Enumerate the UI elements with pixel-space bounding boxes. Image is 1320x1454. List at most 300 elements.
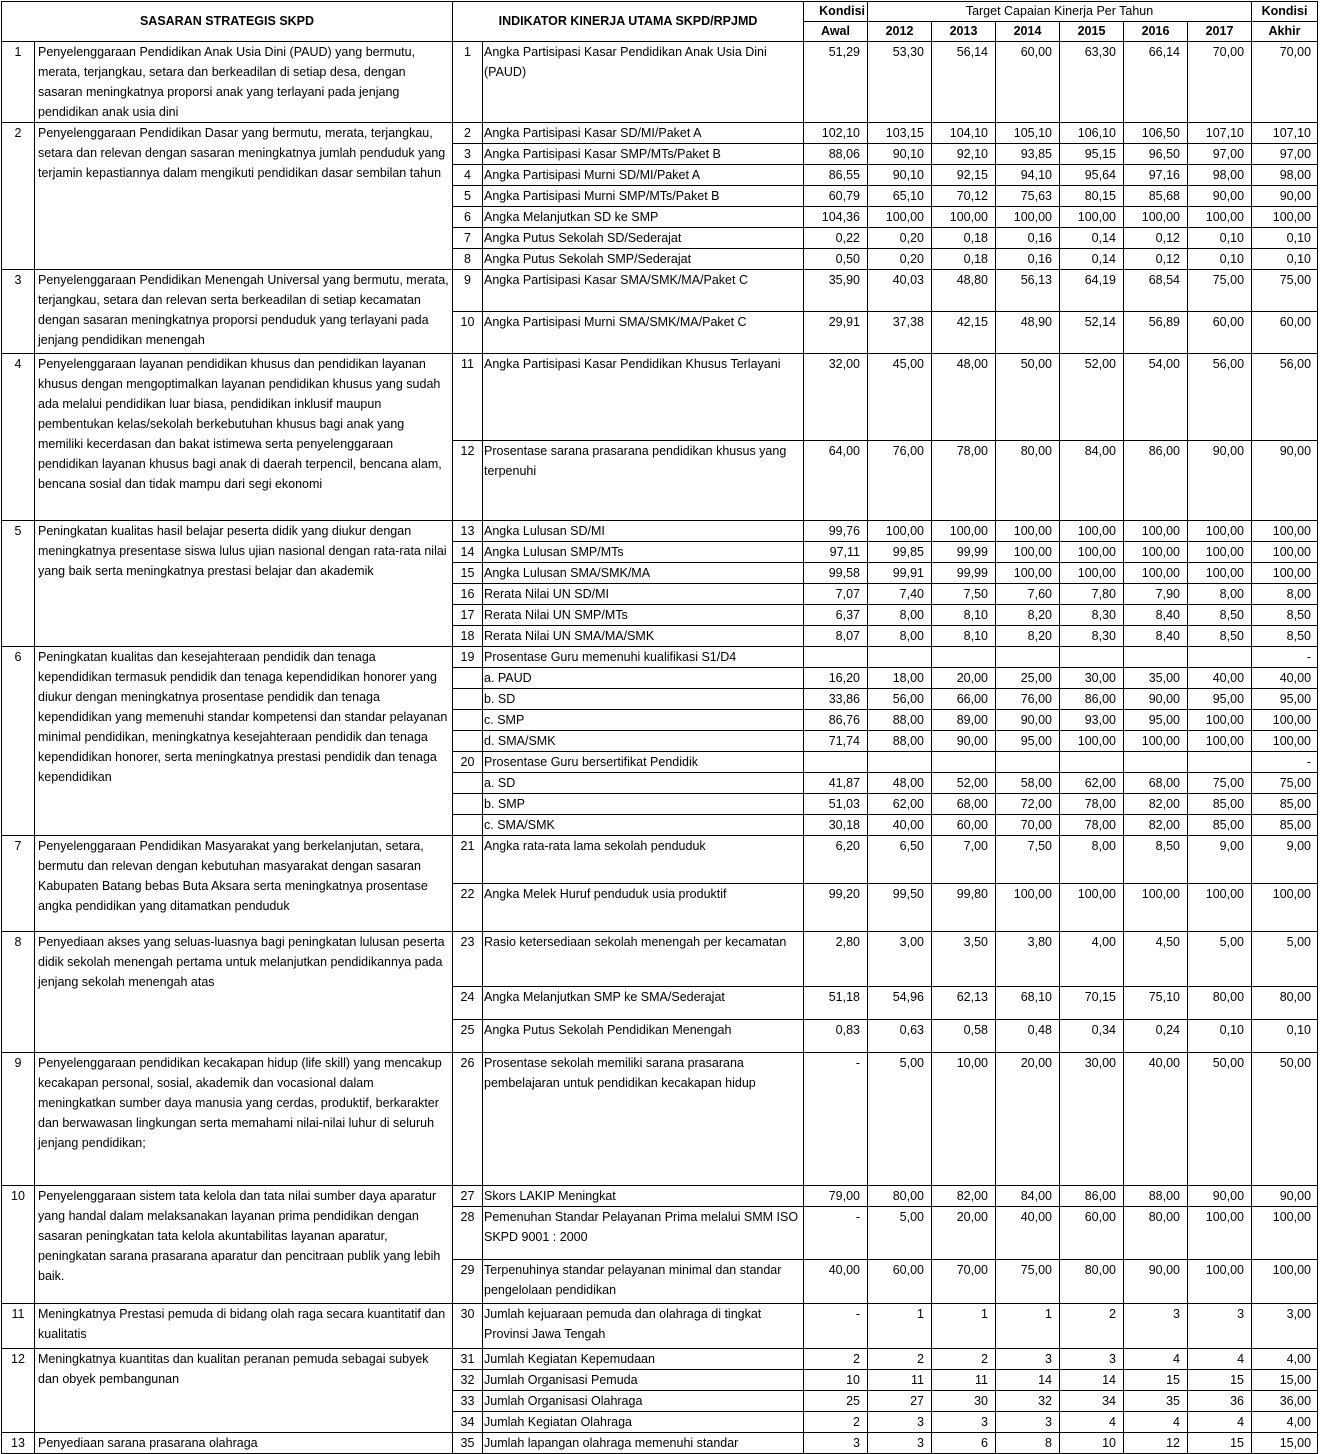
target-2012-value: 62,00 bbox=[868, 794, 932, 815]
target-2013-value: 56,14 bbox=[932, 42, 996, 123]
header-kondisi-awal-1: Kondisi bbox=[804, 2, 868, 22]
target-2016-value: 90,00 bbox=[1124, 1260, 1188, 1304]
indikator-number bbox=[453, 668, 483, 689]
indikator-number: 34 bbox=[453, 1412, 483, 1433]
target-2014-value: 80,00 bbox=[996, 441, 1060, 521]
header-kondisi-akhir-1: Kondisi bbox=[1252, 2, 1318, 22]
target-2015-value: 100,00 bbox=[1060, 884, 1124, 932]
target-2014-value: 105,10 bbox=[996, 123, 1060, 144]
kondisi-awal-value: 51,03 bbox=[804, 794, 868, 815]
sasaran-text: Penyelenggaraan Pendidikan Dasar yang bermutu, merata, terjangkau, setara dan relevan dengan sasaran meningkatnya jumlah penduduk yang terjamin kepastiannya dalam mengikuti pendidikan dasar sembilan tahun bbox=[35, 123, 453, 270]
target-2015-value: 0,14 bbox=[1060, 228, 1124, 249]
target-2014-value: 14 bbox=[996, 1370, 1060, 1391]
kondisi-akhir-value: 15,00 bbox=[1252, 1370, 1318, 1391]
target-2016-value: 3 bbox=[1124, 1304, 1188, 1349]
target-2015-value: 86,00 bbox=[1060, 1186, 1124, 1207]
indikator-number: 7 bbox=[453, 228, 483, 249]
header-year-2012: 2012 bbox=[868, 22, 932, 42]
target-2013-value: 7,50 bbox=[932, 584, 996, 605]
target-2012-value: 90,10 bbox=[868, 165, 932, 186]
kondisi-awal-value: 104,36 bbox=[804, 207, 868, 228]
target-2017-value: 8,50 bbox=[1188, 605, 1252, 626]
target-2015-value: 95,15 bbox=[1060, 144, 1124, 165]
header-indikator: INDIKATOR KINERJA UTAMA SKPD/RPJMD bbox=[453, 2, 804, 42]
target-2015-value: 30,00 bbox=[1060, 668, 1124, 689]
kondisi-awal-value: 71,74 bbox=[804, 731, 868, 752]
sasaran-number: 7 bbox=[2, 836, 35, 932]
target-2012-value: 48,00 bbox=[868, 773, 932, 794]
indikator-text: Rasio ketersediaan sekolah menengah per kecamatan bbox=[483, 932, 804, 987]
target-2017-value: 50,00 bbox=[1188, 1053, 1252, 1186]
target-2015-value: 4,00 bbox=[1060, 932, 1124, 987]
target-2015-value bbox=[1060, 647, 1124, 668]
target-2012-value: 0,20 bbox=[868, 228, 932, 249]
target-2016-value: 86,00 bbox=[1124, 441, 1188, 521]
target-2013-value: 92,10 bbox=[932, 144, 996, 165]
target-2017-value: 60,00 bbox=[1188, 312, 1252, 354]
target-2013-value: 3,50 bbox=[932, 932, 996, 987]
kondisi-akhir-value: 100,00 bbox=[1252, 563, 1318, 584]
target-2012-value: 100,00 bbox=[868, 207, 932, 228]
kondisi-akhir-value: 0,10 bbox=[1252, 249, 1318, 270]
target-2014-value: 70,00 bbox=[996, 815, 1060, 836]
indikator-number: 8 bbox=[453, 249, 483, 270]
target-2015-value: 78,00 bbox=[1060, 815, 1124, 836]
target-2014-value: 40,00 bbox=[996, 1207, 1060, 1260]
target-2017-value: 95,00 bbox=[1188, 689, 1252, 710]
target-2016-value: 100,00 bbox=[1124, 884, 1188, 932]
target-2015-value: 3 bbox=[1060, 1349, 1124, 1370]
target-2014-value: 94,10 bbox=[996, 165, 1060, 186]
target-2015-value: 100,00 bbox=[1060, 521, 1124, 542]
target-2012-value: 56,00 bbox=[868, 689, 932, 710]
header-year-2014: 2014 bbox=[996, 22, 1060, 42]
table-row bbox=[2, 1349, 1318, 1370]
kondisi-awal-value: 99,58 bbox=[804, 563, 868, 584]
target-2014-value: 48,90 bbox=[996, 312, 1060, 354]
header-target: Target Capaian Kinerja Per Tahun bbox=[868, 2, 1252, 22]
indikator-text: Rerata Nilai UN SMA/MA/SMK bbox=[483, 626, 804, 647]
target-2012-value: 0,20 bbox=[868, 249, 932, 270]
table-row bbox=[2, 1433, 1318, 1454]
target-2014-value: 100,00 bbox=[996, 521, 1060, 542]
indikator-text: Angka Putus Sekolah SMP/Sederajat bbox=[483, 249, 804, 270]
target-2014-value: 100,00 bbox=[996, 542, 1060, 563]
kondisi-awal-value: 6,20 bbox=[804, 836, 868, 884]
target-2013-value: 6 bbox=[932, 1433, 996, 1454]
target-2016-value: 8,40 bbox=[1124, 605, 1188, 626]
target-2017-value: 90,00 bbox=[1188, 1186, 1252, 1207]
indikator-number: 12 bbox=[453, 441, 483, 521]
target-2012-value: 54,96 bbox=[868, 987, 932, 1020]
target-2013-value: 99,99 bbox=[932, 542, 996, 563]
target-2013-value: 99,99 bbox=[932, 563, 996, 584]
target-2017-value: 9,00 bbox=[1188, 836, 1252, 884]
target-2017-value: 100,00 bbox=[1188, 710, 1252, 731]
target-2014-value bbox=[996, 647, 1060, 668]
indikator-text: Angka Melanjutkan SMP ke SMA/Sederajat bbox=[483, 987, 804, 1020]
indikator-text: a. SD bbox=[483, 773, 804, 794]
indikator-text: Jumlah Organisasi Pemuda bbox=[483, 1370, 804, 1391]
target-2012-value: 88,00 bbox=[868, 731, 932, 752]
target-2016-value: 100,00 bbox=[1124, 521, 1188, 542]
indikator-number: 30 bbox=[453, 1304, 483, 1349]
target-2013-value: 42,15 bbox=[932, 312, 996, 354]
kondisi-akhir-value: 70,00 bbox=[1252, 42, 1318, 123]
table-row bbox=[2, 1186, 1318, 1207]
indikator-text: c. SMA/SMK bbox=[483, 815, 804, 836]
kondisi-akhir-value: 100,00 bbox=[1252, 521, 1318, 542]
target-2013-value: 1 bbox=[932, 1304, 996, 1349]
table-row bbox=[2, 270, 1318, 312]
kondisi-akhir-value: - bbox=[1252, 752, 1318, 773]
indikator-number: 13 bbox=[453, 521, 483, 542]
target-2016-value: 56,89 bbox=[1124, 312, 1188, 354]
target-2016-value: 4 bbox=[1124, 1349, 1188, 1370]
indikator-number: 21 bbox=[453, 836, 483, 884]
indikator-text: Angka Partisipasi Kasar SMP/MTs/Paket B bbox=[483, 144, 804, 165]
target-2015-value: 52,00 bbox=[1060, 354, 1124, 441]
kondisi-awal-value: 2 bbox=[804, 1412, 868, 1433]
target-2017-value: 107,10 bbox=[1188, 123, 1252, 144]
target-2013-value: 48,80 bbox=[932, 270, 996, 312]
target-2017-value: 100,00 bbox=[1188, 563, 1252, 584]
header-year-2016: 2016 bbox=[1124, 22, 1188, 42]
target-2012-value: 60,00 bbox=[868, 1260, 932, 1304]
table-row bbox=[2, 647, 1318, 668]
kondisi-awal-value: 8,07 bbox=[804, 626, 868, 647]
target-2015-value: 106,10 bbox=[1060, 123, 1124, 144]
kondisi-akhir-value: 60,00 bbox=[1252, 312, 1318, 354]
target-2012-value: 2 bbox=[868, 1349, 932, 1370]
target-2014-value: 8,20 bbox=[996, 605, 1060, 626]
target-2017-value: 85,00 bbox=[1188, 794, 1252, 815]
target-2017-value: 100,00 bbox=[1188, 1207, 1252, 1260]
target-2016-value: 40,00 bbox=[1124, 1053, 1188, 1186]
indikator-number: 4 bbox=[453, 165, 483, 186]
target-2015-value: 100,00 bbox=[1060, 542, 1124, 563]
sasaran-text: Penyelenggaraan pendidikan kecakapan hidup (life skill) yang mencakup kecakapan personal, sosial, akademik dan vocasional dalam meningkatkan sumber daya manusia yang cerdas, produktif, berkarakter dan berwawasan lingkungan serta memahami nilai-nilai luhur di seluruh jenjang pendidikan; bbox=[35, 1053, 453, 1186]
kondisi-awal-value: 86,55 bbox=[804, 165, 868, 186]
target-2016-value bbox=[1124, 647, 1188, 668]
target-2013-value: 3 bbox=[932, 1412, 996, 1433]
sasaran-text: Penyelenggaraan Pendidikan Anak Usia Dini (PAUD) yang bermutu, merata, terjangkau, setara dan berkeadilan di setiap desa, dengan sasaran meningkatnya proporsi anak yang terlayani pada jenjang pendidikan anak usia dini bbox=[35, 42, 453, 123]
target-2016-value: 0,24 bbox=[1124, 1020, 1188, 1053]
indikator-number: 26 bbox=[453, 1053, 483, 1186]
target-2013-value: 82,00 bbox=[932, 1186, 996, 1207]
target-2012-value: 99,91 bbox=[868, 563, 932, 584]
target-2017-value: 75,00 bbox=[1188, 773, 1252, 794]
target-2012-value: 76,00 bbox=[868, 441, 932, 521]
table-row bbox=[2, 123, 1318, 144]
indikator-text: Rerata Nilai UN SD/MI bbox=[483, 584, 804, 605]
target-2013-value: 70,00 bbox=[932, 1260, 996, 1304]
target-2015-value: 0,14 bbox=[1060, 249, 1124, 270]
target-2016-value: 54,00 bbox=[1124, 354, 1188, 441]
kondisi-awal-value: 88,06 bbox=[804, 144, 868, 165]
indikator-text: Angka Melanjutkan SD ke SMP bbox=[483, 207, 804, 228]
indikator-number: 23 bbox=[453, 932, 483, 987]
target-2016-value: 68,00 bbox=[1124, 773, 1188, 794]
kondisi-awal-value: 6,37 bbox=[804, 605, 868, 626]
kondisi-awal-value: 41,87 bbox=[804, 773, 868, 794]
sasaran-number: 5 bbox=[2, 521, 35, 647]
table-row bbox=[2, 1304, 1318, 1349]
target-2016-value: 97,16 bbox=[1124, 165, 1188, 186]
sasaran-text: Peningkatan kualitas hasil belajar peserta didik yang diukur dengan meningkatnya presentase siswa lulus ujian nasional dengan rata-rata nilai yang baik serta meningkatnya prestasi belajar dan akademik bbox=[35, 521, 453, 647]
header-row-1 bbox=[2, 2, 1318, 22]
target-2013-value: 10,00 bbox=[932, 1053, 996, 1186]
sasaran-number: 13 bbox=[2, 1433, 35, 1454]
table-row bbox=[2, 42, 1318, 123]
target-2016-value: 82,00 bbox=[1124, 815, 1188, 836]
target-2014-value: 25,00 bbox=[996, 668, 1060, 689]
target-2012-value: 8,00 bbox=[868, 626, 932, 647]
target-2014-value: 84,00 bbox=[996, 1186, 1060, 1207]
kondisi-akhir-value: 50,00 bbox=[1252, 1053, 1318, 1186]
target-2017-value: 85,00 bbox=[1188, 815, 1252, 836]
target-2012-value: 3 bbox=[868, 1433, 932, 1454]
indikator-text: d. SMA/SMK bbox=[483, 731, 804, 752]
kondisi-akhir-value: 100,00 bbox=[1252, 884, 1318, 932]
target-2012-value: 5,00 bbox=[868, 1053, 932, 1186]
sasaran-number: 4 bbox=[2, 354, 35, 521]
kondisi-akhir-value: 107,10 bbox=[1252, 123, 1318, 144]
indikator-number: 24 bbox=[453, 987, 483, 1020]
target-2012-value: 90,10 bbox=[868, 144, 932, 165]
indikator-text: Prosentase Guru bersertifikat Pendidik bbox=[483, 752, 804, 773]
target-2017-value: 0,10 bbox=[1188, 249, 1252, 270]
indikator-number: 22 bbox=[453, 884, 483, 932]
target-2015-value: 30,00 bbox=[1060, 1053, 1124, 1186]
kondisi-akhir-value: 75,00 bbox=[1252, 270, 1318, 312]
kondisi-awal-value: 64,00 bbox=[804, 441, 868, 521]
target-2014-value: 75,63 bbox=[996, 186, 1060, 207]
indikator-text: Jumlah lapangan olahraga memenuhi standar bbox=[483, 1433, 804, 1454]
target-2017-value: 98,00 bbox=[1188, 165, 1252, 186]
target-2014-value: 56,13 bbox=[996, 270, 1060, 312]
indikator-number: 35 bbox=[453, 1433, 483, 1454]
indikator-text: Angka Putus Sekolah SD/Sederajat bbox=[483, 228, 804, 249]
indikator-number: 1 bbox=[453, 42, 483, 123]
target-2013-value: 20,00 bbox=[932, 668, 996, 689]
sasaran-number: 8 bbox=[2, 932, 35, 1053]
indikator-text: b. SMP bbox=[483, 794, 804, 815]
target-2012-value: 45,00 bbox=[868, 354, 932, 441]
indikator-text: Rerata Nilai UN SMP/MTs bbox=[483, 605, 804, 626]
kondisi-awal-value: 29,91 bbox=[804, 312, 868, 354]
target-2012-value: 7,40 bbox=[868, 584, 932, 605]
target-2013-value: 92,15 bbox=[932, 165, 996, 186]
target-2017-value: 75,00 bbox=[1188, 270, 1252, 312]
kondisi-akhir-value: 90,00 bbox=[1252, 186, 1318, 207]
indikator-number: 11 bbox=[453, 354, 483, 441]
target-2016-value: 12 bbox=[1124, 1433, 1188, 1454]
indikator-number: 15 bbox=[453, 563, 483, 584]
sasaran-text: Penyediaan sarana prasarana olahraga bbox=[35, 1433, 453, 1454]
target-2014-value: 3 bbox=[996, 1349, 1060, 1370]
indikator-number bbox=[453, 689, 483, 710]
kondisi-awal-value: 51,18 bbox=[804, 987, 868, 1020]
target-2015-value: 8,30 bbox=[1060, 626, 1124, 647]
table-row bbox=[2, 1053, 1318, 1186]
kondisi-awal-value: - bbox=[804, 1053, 868, 1186]
indikator-text: Angka Partisipasi Kasar Pendidikan Anak Usia Dini (PAUD) bbox=[483, 42, 804, 123]
target-2017-value: 100,00 bbox=[1188, 521, 1252, 542]
target-2016-value: 15 bbox=[1124, 1370, 1188, 1391]
kondisi-akhir-value: 56,00 bbox=[1252, 354, 1318, 441]
target-2013-value: 89,00 bbox=[932, 710, 996, 731]
target-2016-value: 88,00 bbox=[1124, 1186, 1188, 1207]
indikator-number: 31 bbox=[453, 1349, 483, 1370]
target-2013-value: 8,10 bbox=[932, 626, 996, 647]
target-2015-value: 100,00 bbox=[1060, 731, 1124, 752]
target-2014-value: 20,00 bbox=[996, 1053, 1060, 1186]
target-2015-value: 2 bbox=[1060, 1304, 1124, 1349]
indikator-text: Angka Lulusan SMP/MTs bbox=[483, 542, 804, 563]
indikator-text: Angka Lulusan SD/MI bbox=[483, 521, 804, 542]
indikator-number: 18 bbox=[453, 626, 483, 647]
target-2016-value: 0,12 bbox=[1124, 249, 1188, 270]
target-2017-value: 100,00 bbox=[1188, 207, 1252, 228]
target-2016-value: 75,10 bbox=[1124, 987, 1188, 1020]
target-2017-value bbox=[1188, 752, 1252, 773]
kondisi-awal-value bbox=[804, 647, 868, 668]
target-2012-value: 11 bbox=[868, 1370, 932, 1391]
target-2012-value: 100,00 bbox=[868, 521, 932, 542]
kondisi-akhir-value: 8,50 bbox=[1252, 605, 1318, 626]
target-2017-value: 100,00 bbox=[1188, 542, 1252, 563]
target-2016-value: 8,50 bbox=[1124, 836, 1188, 884]
target-2015-value: 62,00 bbox=[1060, 773, 1124, 794]
target-2017-value: 90,00 bbox=[1188, 441, 1252, 521]
kondisi-awal-value: 16,20 bbox=[804, 668, 868, 689]
kondisi-awal-value: - bbox=[804, 1207, 868, 1260]
indikator-text: Jumlah Kegiatan Kepemudaan bbox=[483, 1349, 804, 1370]
kondisi-akhir-value: 85,00 bbox=[1252, 794, 1318, 815]
table-body bbox=[2, 2, 1318, 1454]
kondisi-awal-value: - bbox=[804, 1304, 868, 1349]
header-year-2013: 2013 bbox=[932, 22, 996, 42]
indikator-text: Prosentase sarana prasarana pendidikan khusus yang terpenuhi bbox=[483, 441, 804, 521]
header-year-2015: 2015 bbox=[1060, 22, 1124, 42]
kondisi-akhir-value: 15,00 bbox=[1252, 1433, 1318, 1454]
target-2017-value: 56,00 bbox=[1188, 354, 1252, 441]
indikator-text: Pemenuhan Standar Pelayanan Prima melalui SMM ISO SKPD 9001 : 2000 bbox=[483, 1207, 804, 1260]
target-2017-value: 100,00 bbox=[1188, 1260, 1252, 1304]
target-2012-value: 0,63 bbox=[868, 1020, 932, 1053]
kondisi-awal-value: 10 bbox=[804, 1370, 868, 1391]
target-2016-value: 100,00 bbox=[1124, 731, 1188, 752]
kondisi-akhir-value: 100,00 bbox=[1252, 1207, 1318, 1260]
target-2017-value bbox=[1188, 647, 1252, 668]
target-2013-value: 90,00 bbox=[932, 731, 996, 752]
kondisi-akhir-value: 3,00 bbox=[1252, 1304, 1318, 1349]
target-2014-value: 100,00 bbox=[996, 563, 1060, 584]
kondisi-awal-value: 2 bbox=[804, 1349, 868, 1370]
table-row bbox=[2, 354, 1318, 441]
indikator-text: Angka Partisipasi Kasar Pendidikan Khusus Terlayani bbox=[483, 354, 804, 441]
target-2013-value: 11 bbox=[932, 1370, 996, 1391]
target-2013-value bbox=[932, 752, 996, 773]
target-2014-value: 1 bbox=[996, 1304, 1060, 1349]
kondisi-akhir-value: 4,00 bbox=[1252, 1412, 1318, 1433]
target-2013-value: 0,58 bbox=[932, 1020, 996, 1053]
kondisi-awal-value: 0,22 bbox=[804, 228, 868, 249]
target-2015-value: 14 bbox=[1060, 1370, 1124, 1391]
target-2015-value: 86,00 bbox=[1060, 689, 1124, 710]
kondisi-awal-value: 0,83 bbox=[804, 1020, 868, 1053]
target-2012-value: 18,00 bbox=[868, 668, 932, 689]
target-2015-value: 78,00 bbox=[1060, 794, 1124, 815]
kondisi-akhir-value: 100,00 bbox=[1252, 207, 1318, 228]
indikator-number bbox=[453, 731, 483, 752]
header-year-2017: 2017 bbox=[1188, 22, 1252, 42]
kinerja-table bbox=[1, 1, 1318, 1454]
indikator-text: Prosentase sekolah memiliki sarana prasarana pembelajaran untuk pendidikan kecakapan hidup bbox=[483, 1053, 804, 1186]
target-2013-value bbox=[932, 647, 996, 668]
indikator-text: Angka Partisipasi Murni SMP/MTs/Paket B bbox=[483, 186, 804, 207]
target-2015-value: 70,15 bbox=[1060, 987, 1124, 1020]
kondisi-akhir-value: 8,50 bbox=[1252, 626, 1318, 647]
target-2017-value: 97,00 bbox=[1188, 144, 1252, 165]
indikator-number: 14 bbox=[453, 542, 483, 563]
target-2014-value: 8 bbox=[996, 1433, 1060, 1454]
target-2017-value: 100,00 bbox=[1188, 731, 1252, 752]
target-2013-value: 66,00 bbox=[932, 689, 996, 710]
indikator-text: Angka Melek Huruf penduduk usia produktif bbox=[483, 884, 804, 932]
target-2017-value: 8,00 bbox=[1188, 584, 1252, 605]
target-2014-value: 3 bbox=[996, 1412, 1060, 1433]
table-row bbox=[2, 836, 1318, 884]
kondisi-akhir-value: 0,10 bbox=[1252, 228, 1318, 249]
target-2017-value: 0,10 bbox=[1188, 228, 1252, 249]
target-2017-value: 8,50 bbox=[1188, 626, 1252, 647]
target-2013-value: 30 bbox=[932, 1391, 996, 1412]
sasaran-number: 6 bbox=[2, 647, 35, 836]
target-2014-value: 0,48 bbox=[996, 1020, 1060, 1053]
target-2013-value: 99,80 bbox=[932, 884, 996, 932]
kondisi-awal-value: 99,20 bbox=[804, 884, 868, 932]
target-2017-value: 100,00 bbox=[1188, 884, 1252, 932]
kondisi-akhir-value: 95,00 bbox=[1252, 689, 1318, 710]
target-2012-value: 8,00 bbox=[868, 605, 932, 626]
target-2013-value: 48,00 bbox=[932, 354, 996, 441]
target-2015-value: 63,30 bbox=[1060, 42, 1124, 123]
table-row bbox=[2, 521, 1318, 542]
target-2015-value: 100,00 bbox=[1060, 207, 1124, 228]
target-2016-value: 4,50 bbox=[1124, 932, 1188, 987]
indikator-text: Skors LAKIP Meningkat bbox=[483, 1186, 804, 1207]
header-kondisi-akhir-2: Akhir bbox=[1252, 22, 1318, 42]
target-2014-value: 7,50 bbox=[996, 836, 1060, 884]
kondisi-awal-value: 60,79 bbox=[804, 186, 868, 207]
target-2016-value bbox=[1124, 752, 1188, 773]
target-2016-value: 106,50 bbox=[1124, 123, 1188, 144]
target-2015-value: 34 bbox=[1060, 1391, 1124, 1412]
indikator-number: 25 bbox=[453, 1020, 483, 1053]
target-2015-value: 7,80 bbox=[1060, 584, 1124, 605]
target-2017-value: 3 bbox=[1188, 1304, 1252, 1349]
indikator-number bbox=[453, 710, 483, 731]
kondisi-akhir-value: 80,00 bbox=[1252, 987, 1318, 1020]
indikator-text: a. PAUD bbox=[483, 668, 804, 689]
target-2014-value: 0,16 bbox=[996, 228, 1060, 249]
target-2014-value: 58,00 bbox=[996, 773, 1060, 794]
target-2016-value: 100,00 bbox=[1124, 207, 1188, 228]
target-2017-value: 4 bbox=[1188, 1412, 1252, 1433]
target-2015-value: 84,00 bbox=[1060, 441, 1124, 521]
